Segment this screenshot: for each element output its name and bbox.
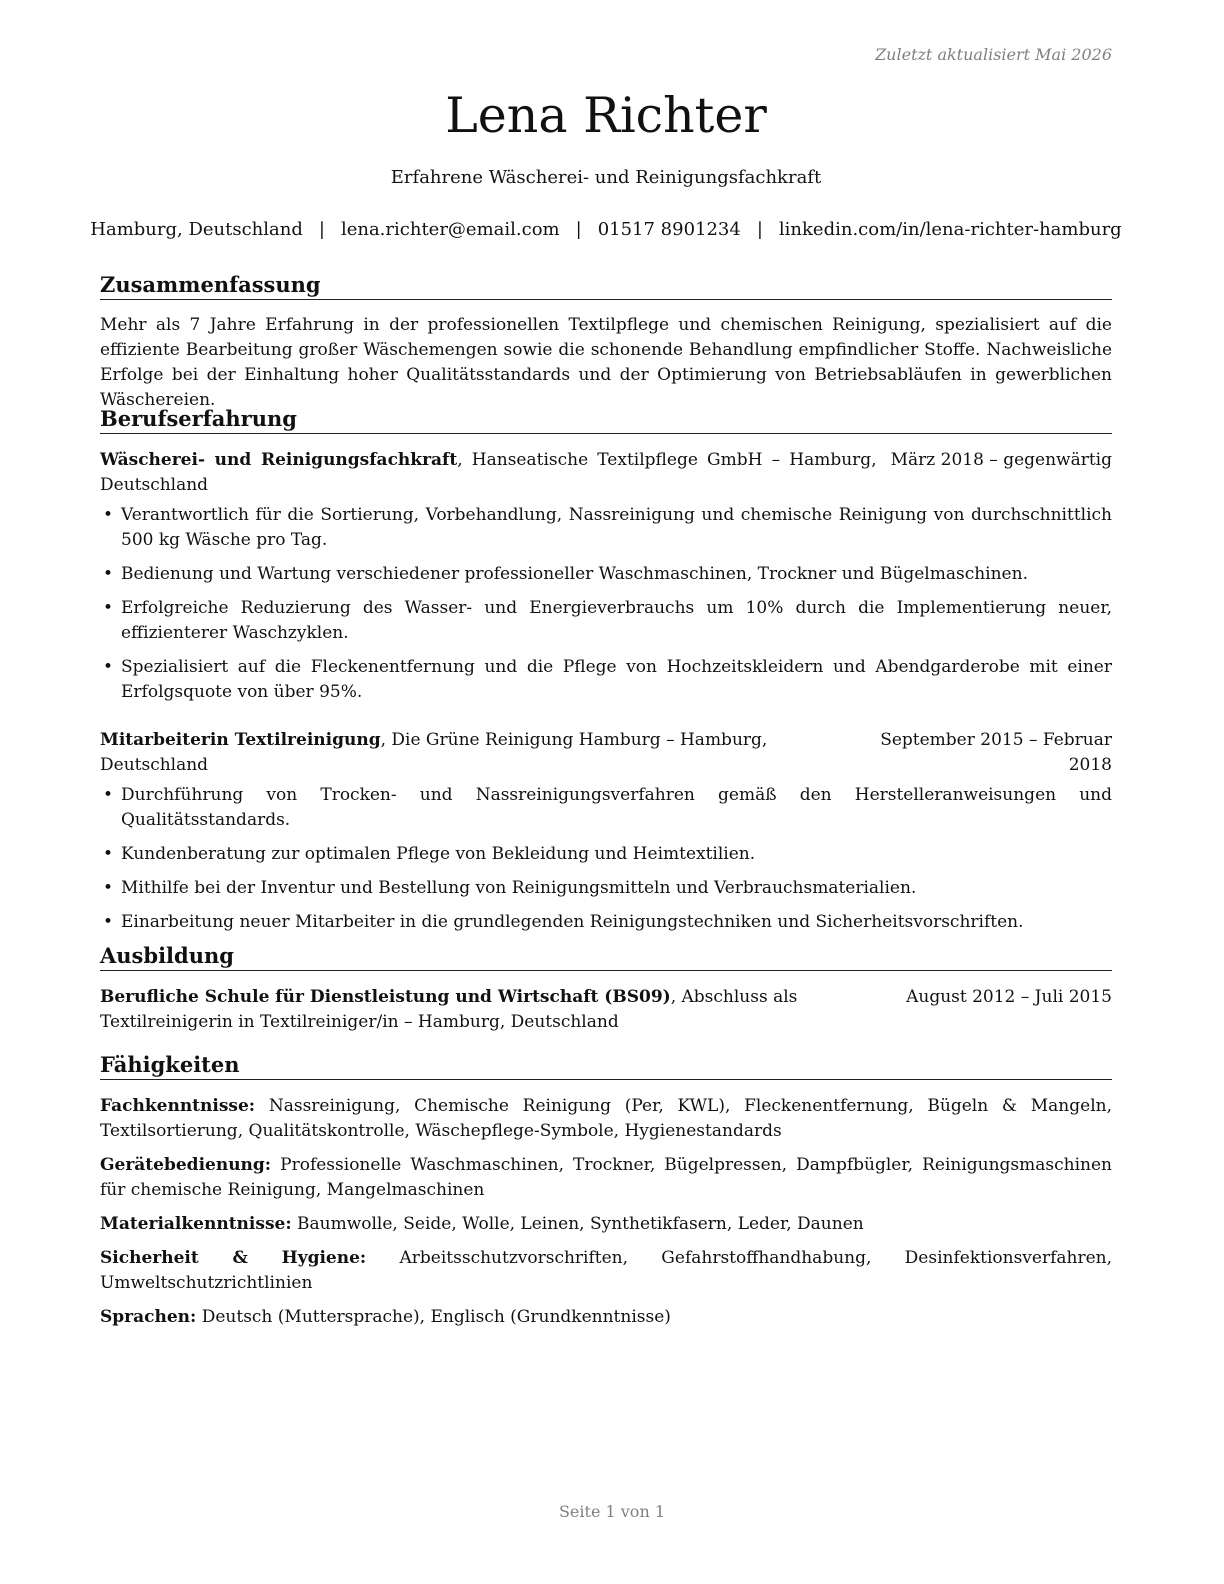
contact-linkedin[interactable]: linkedin.com/in/lena-richter-hamburg	[778, 219, 1122, 240]
skill-text: Baumwolle, Seide, Wolle, Leinen, Synthetikfasern, Leder, Daunen	[297, 1214, 864, 1234]
skill-label: Gerätebedienung:	[100, 1155, 272, 1175]
skill-row	[100, 1153, 1112, 1203]
section-title-experience: Berufserfahrung	[100, 406, 1112, 434]
skill-row	[100, 1246, 1112, 1296]
last-updated-note: Zuletzt aktualisiert Mai 2026	[875, 45, 1112, 64]
bullet-icon: •	[103, 598, 114, 618]
summary-section	[100, 272, 1112, 413]
section-title-education: Ausbildung	[100, 943, 1112, 971]
job-dates: September 2015 – Februar 2018	[880, 730, 1112, 775]
list-item: • Kundenberatung zur optimalen Pflege von Bekleidung und Heimtextilien.	[100, 842, 1112, 867]
list-item: • Einarbeitung neuer Mitarbeiter in die grundlegenden Reinigungstechniken und Sicherheitsvorschriften.	[100, 910, 1112, 935]
job-entry	[100, 728, 1112, 935]
job-bullets	[100, 503, 1112, 705]
list-item: • Spezialisiert auf die Fleckenentfernung und die Pflege von Hochzeitskleidern und Abendgarderobe mit einer Erfolgsquote von über 95%.	[103, 657, 1112, 702]
bullet-icon: •	[103, 505, 114, 525]
contact-location: Hamburg, Deutschland	[90, 219, 303, 240]
education-school: Berufliche Schule für Dienstleistung und Wirtschaft (BS09)	[100, 987, 671, 1007]
contact-separator: |	[318, 219, 325, 240]
page-number: Seite 1 von 1	[558, 1502, 666, 1521]
list-item: • Bedienung und Wartung verschiedener professioneller Waschmaschinen, Trockner und Bügelmaschinen.	[100, 562, 1112, 587]
candidate-name: Lena Richter	[445, 87, 767, 144]
job-role: Mitarbeiterin Textilreinigung	[100, 730, 381, 750]
job-company: , Die Grüne Reinigung Hamburg – Hamburg, Deutschland	[100, 730, 768, 775]
contact-email[interactable]: lena.richter@email.com	[340, 219, 560, 240]
list-item: • Verantwortlich für die Sortierung, Vorbehandlung, Nassreinigung und chemische Reinigung von durchschnittlich 500 kg Wäsche pro Tag.	[103, 505, 1112, 550]
education-detail: , Abschluss als Textilreinigerin in Textilreiniger/in – Hamburg, Deutschland	[100, 987, 798, 1032]
bullet-icon: •	[103, 878, 114, 898]
list-item: • Erfolgreiche Reduzierung des Wasser- und Energieverbrauchs um 10% durch die Implementierung neuer, effizienterer Waschzyklen.	[103, 598, 1112, 643]
section-title-skills: Fähigkeiten	[100, 1052, 1112, 1080]
bullet-icon: •	[103, 785, 114, 805]
section-title-summary: Zusammenfassung	[100, 272, 1112, 300]
job-header	[100, 448, 1112, 498]
job-bullets	[100, 783, 1112, 935]
skill-label: Sprachen:	[100, 1307, 197, 1327]
skill-row	[100, 1094, 1112, 1144]
bullet-icon: •	[103, 912, 114, 932]
education-dates: August 2012 – Juli 2015	[906, 987, 1112, 1007]
skill-row	[100, 1212, 1112, 1237]
contact-phone: 01517 8901234	[597, 219, 741, 240]
skills-section	[100, 1052, 1112, 1330]
skill-row	[100, 1305, 1112, 1330]
job-entry	[100, 448, 1112, 705]
bullet-icon: •	[103, 844, 114, 864]
bullet-icon: •	[103, 657, 114, 677]
skill-label: Materialkenntnisse:	[100, 1214, 292, 1234]
candidate-headline: Erfahrene Wäscherei- und Reinigungsfachkraft	[390, 167, 822, 188]
education-section	[100, 943, 1112, 1035]
contact-line	[90, 219, 1122, 240]
job-role: Wäscherei- und Reinigungsfachkraft	[100, 450, 458, 470]
education-entry	[100, 985, 1112, 1035]
contact-separator: |	[756, 219, 763, 240]
list-item: • Durchführung von Trocken- und Nassreinigungsverfahren gemäß den Herstelleranweisungen und Qualitätsstandards.	[103, 785, 1112, 830]
job-company: , Hanseatische Textilpflege GmbH – Hamburg, Deutschland	[100, 450, 877, 495]
skill-text: Deutsch (Muttersprache), Englisch (Grundkenntnisse)	[201, 1307, 671, 1327]
skill-label: Fachkenntnisse:	[100, 1096, 256, 1116]
skill-text: Nassreinigung, Chemische Reinigung (Per, KWL), Fleckenentfernung, Bügeln & Mangeln, Textilsortierung, Qualitätskontrolle, Wäschepflege-Symbole, Hygienestandards	[100, 1096, 1112, 1141]
job-dates: März 2018 – gegenwärtig	[890, 450, 1112, 470]
skill-text: Professionelle Waschmaschinen, Trockner, Bügelpressen, Dampfbügler, Reinigungsmaschinen für chemische Reinigung, Mangelmaschinen	[100, 1155, 1112, 1200]
summary-text: Mehr als 7 Jahre Erfahrung in der professionellen Textilpflege und chemischen Reinigung, spezialisiert auf die effiziente Bearbeitung großer Wäschemengen sowie die schonende Behandlung empfindlicher Stoffe. Nachweisliche Erfolge bei der Einhaltung hoher Qualitätsstandards und der Optimierung von Betriebsabläufen in gewerblichen Wäschereien.	[100, 315, 1112, 410]
experience-section	[100, 406, 1112, 935]
contact-separator: |	[575, 219, 582, 240]
list-item: • Mithilfe bei der Inventur und Bestellung von Reinigungsmitteln und Verbrauchsmaterialien.	[100, 876, 1112, 901]
skill-text: Arbeitsschutzvorschriften, Gefahrstoffhandhabung, Desinfektionsverfahren, Umweltschutzrichtlinien	[100, 1248, 1113, 1293]
skill-label: Sicherheit & Hygiene:	[100, 1248, 367, 1268]
job-header	[100, 728, 1112, 778]
bullet-icon: •	[103, 564, 114, 584]
